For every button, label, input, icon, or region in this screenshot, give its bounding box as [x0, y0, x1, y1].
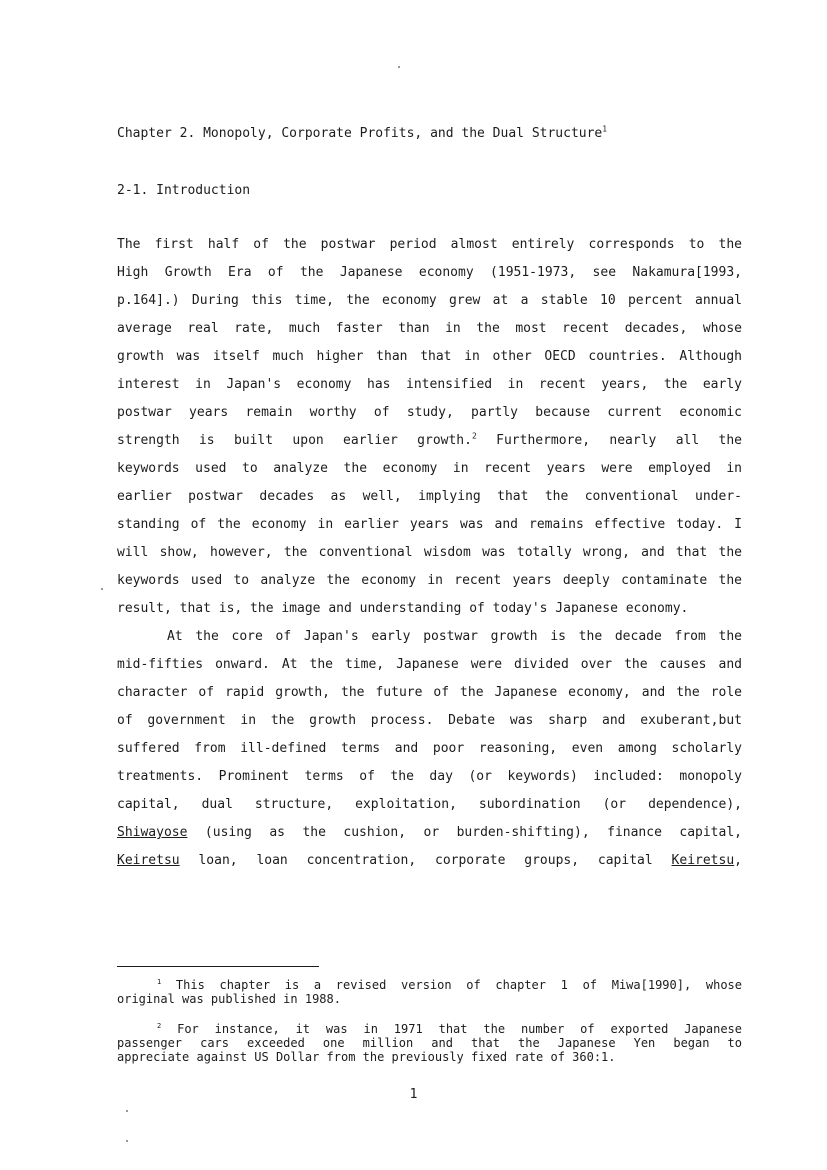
chapter-title-text: Chapter 2. Monopoly, Corporate Profits, and the Dual Structure	[117, 126, 603, 141]
body-text-segment: strength is built upon earlier growth.	[117, 433, 472, 448]
body-line: keywords used to analyze the economy in recent years deeply contaminate the	[117, 573, 742, 588]
body-line: keywords used to analyze the economy in recent years were employed in	[117, 461, 742, 476]
footnote-line: appreciate against US Dollar from the previously fixed rate of 360:1.	[117, 1050, 616, 1064]
footnote-line: original was published in 1988.	[117, 992, 341, 1006]
body-line	[117, 430, 742, 458]
body-line: At the core of Japan's early postwar growth is the decade from the	[167, 629, 742, 644]
scan-speck	[126, 1110, 128, 1112]
body-line: average real rate, much faster than in the most recent decades, whose	[117, 321, 742, 336]
footnote-divider	[117, 966, 319, 967]
body-line: earlier postwar decades as well, implying that the conventional under-	[117, 489, 742, 504]
body-text-segment: Furthermore, nearly all the	[476, 433, 742, 448]
body-line	[117, 822, 742, 850]
body-line: postwar years remain worthy of study, partly because current economic	[117, 405, 742, 420]
footnote-text: This chapter is a revised version of chapter 1 of Miwa[1990], whose	[161, 978, 742, 992]
body-line: character of rapid growth, the future of the Japanese economy, and the role	[117, 685, 742, 700]
footnote-line	[117, 978, 742, 992]
body-text-segment: ,	[734, 853, 742, 868]
scan-speck	[101, 588, 103, 590]
body-line: p.164].) During this time, the economy grew at a stable 10 percent annual	[117, 293, 742, 308]
scan-speck	[398, 66, 400, 68]
body-line	[117, 850, 742, 878]
body-text	[117, 234, 742, 878]
body-line: interest in Japan's economy has intensified in recent years, the early	[117, 377, 742, 392]
footnote-ref-2: 2	[471, 431, 477, 441]
body-line: The first half of the postwar period almost entirely corresponds to the	[117, 237, 742, 252]
footnote-ref-1: 1	[602, 124, 608, 134]
footnote-line: passenger cars exceeded one million and that the Japanese Yen began to	[117, 1036, 742, 1050]
body-line: mid-fifties onward. At the time, Japanese were divided over the causes and	[117, 657, 742, 672]
term-keiretsu: Keiretsu	[671, 853, 735, 868]
body-line: suffered from ill-defined terms and poor reasoning, even among scholarly	[117, 741, 742, 756]
body-text-segment: (using as the cushion, or burden-shifting), finance capital,	[187, 825, 742, 840]
body-line: will show, however, the conventional wisdom was totally wrong, and that the	[117, 545, 742, 560]
footnote-mark: 2	[157, 1022, 162, 1030]
scan-speck	[126, 1140, 128, 1142]
chapter-title	[117, 125, 757, 143]
body-line: High Growth Era of the Japanese economy (1951-1973, see Nakamura[1993,	[117, 265, 742, 280]
page-number: 1	[409, 1087, 418, 1102]
body-line: of government in the growth process. Debate was sharp and exuberant,but	[117, 713, 742, 728]
body-line: capital, dual structure, exploitation, subordination (or dependence),	[117, 797, 742, 812]
footnote-text: For instance, it was in 1971 that the number of exported Japanese	[161, 1022, 742, 1036]
body-line: standing of the economy in earlier years was and remains effective today. I	[117, 517, 742, 532]
body-line: result, that is, the image and understanding of today's Japanese economy.	[117, 601, 689, 616]
footnotes	[117, 978, 742, 1064]
body-text-segment: loan, loan concentration, corporate groups, capital	[179, 853, 672, 868]
section-title: 2-1. Introduction	[117, 183, 251, 198]
body-line: growth was itself much higher than that in other OECD countries. Although	[117, 349, 742, 364]
term-keiretsu: Keiretsu	[117, 853, 180, 868]
footnote-line	[117, 1022, 742, 1036]
body-line: treatments. Prominent terms of the day (or keywords) included: monopoly	[117, 769, 742, 784]
term-shiwayose: Shiwayose	[117, 825, 188, 840]
footnote-mark: 1	[157, 978, 162, 986]
